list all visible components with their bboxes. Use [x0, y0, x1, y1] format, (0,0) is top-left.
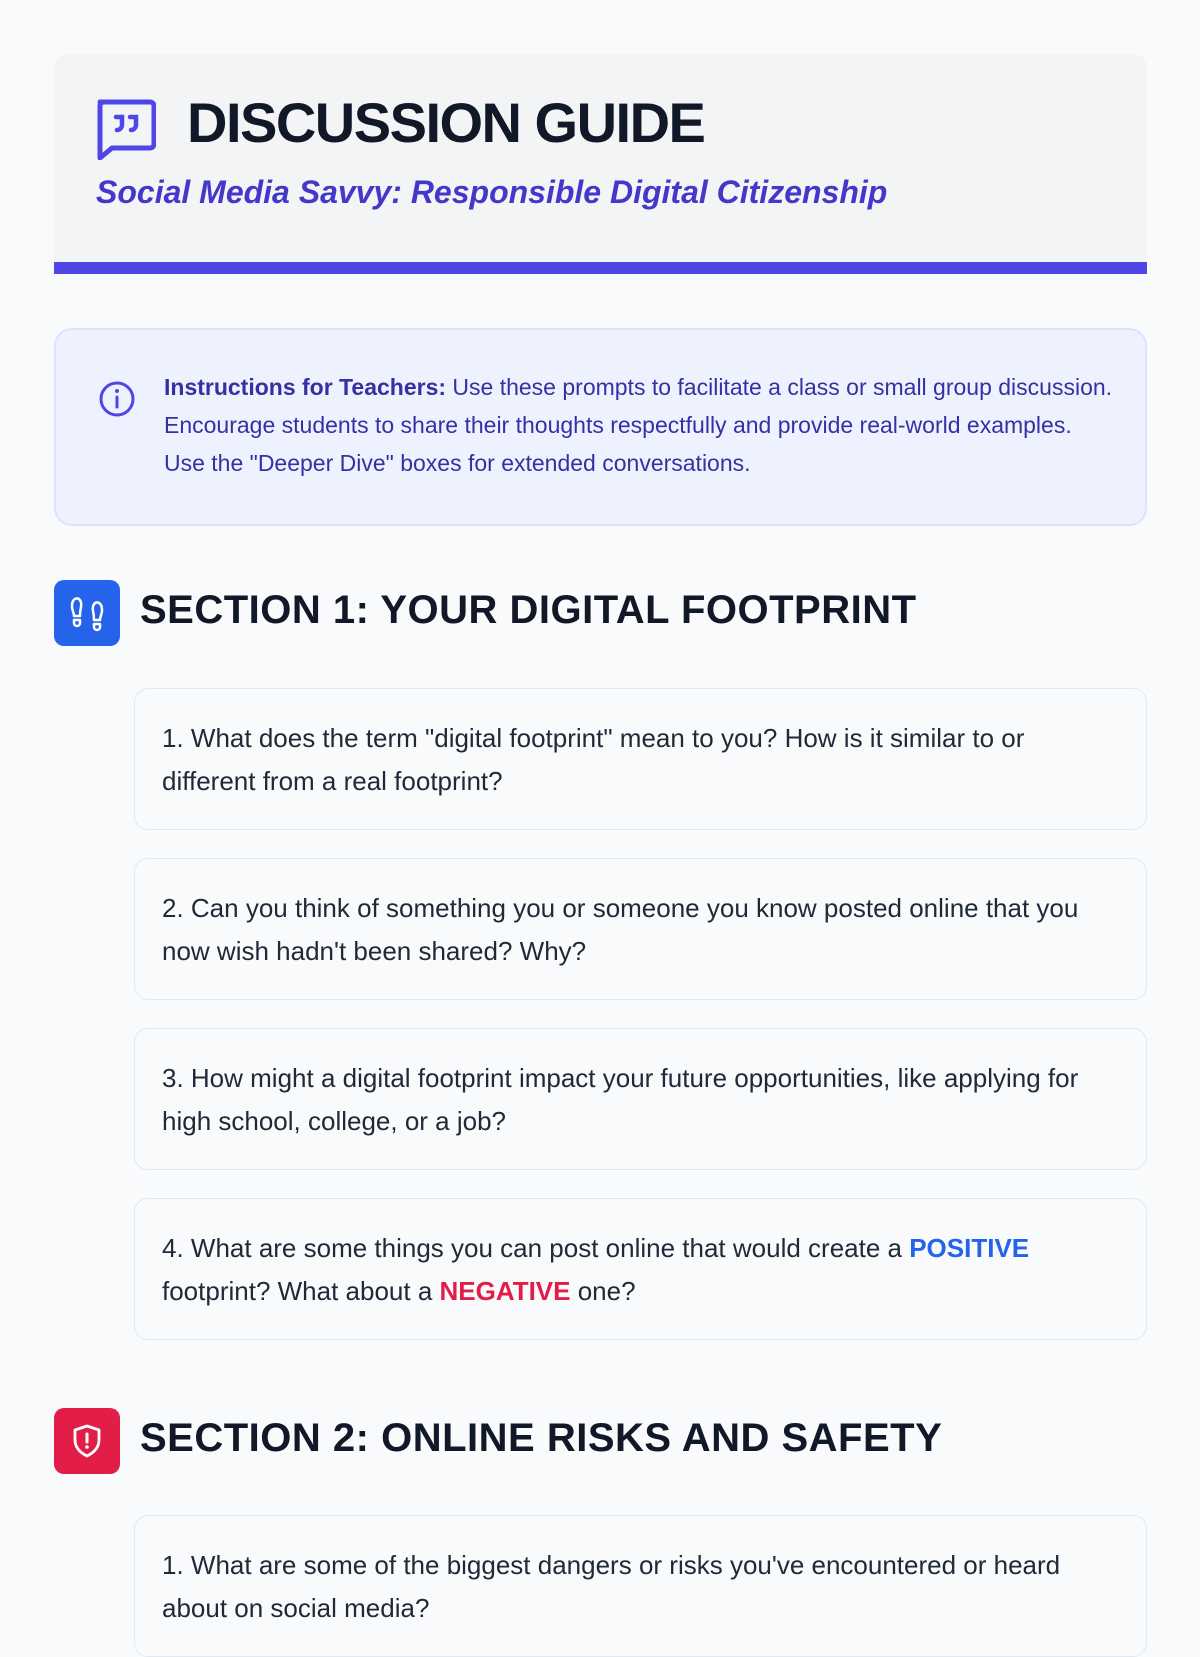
question-text: 1. What are some of the biggest dangers or risks you've encountered or heard about on social media? — [162, 1550, 1061, 1623]
positive-highlight: POSITIVE — [909, 1233, 1030, 1263]
section-2-title: SECTION 2: ONLINE RISKS AND SAFETY — [140, 1416, 943, 1460]
page-title: DISCUSSION GUIDE — [187, 91, 705, 154]
teacher-instructions-box — [54, 328, 1147, 526]
question-text-part: one? — [570, 1276, 636, 1306]
shield-alert-icon — [67, 1421, 107, 1461]
section-2-badge — [54, 1408, 120, 1474]
instructions-text — [164, 368, 1114, 482]
info-icon — [98, 380, 136, 418]
guide-header — [54, 54, 1147, 274]
negative-highlight: NEGATIVE — [439, 1276, 571, 1306]
question-text — [162, 1227, 1122, 1313]
section-1-title: SECTION 1: YOUR DIGITAL FOOTPRINT — [140, 588, 917, 632]
section-1-badge — [54, 580, 120, 646]
quote-chat-icon — [94, 98, 156, 160]
question-text-part: footprint? What about a — [162, 1276, 440, 1306]
section-2-header — [54, 1408, 1147, 1474]
question-text: 3. How might a digital footprint impact your future opportunities, like applying for high school, college, or a job? — [162, 1063, 1079, 1136]
section-1-header — [54, 580, 1147, 646]
question-card — [134, 1028, 1147, 1170]
question-card — [134, 1198, 1147, 1340]
question-card — [134, 1515, 1147, 1657]
question-card — [134, 688, 1147, 830]
instructions-body: Use these prompts to facilitate a class or small group discussion. Encourage students to share their thoughts respectfully and provide real-world examples. Use the "Deeper Dive" boxes for extended conversations. — [164, 374, 1113, 476]
footprints-icon — [67, 593, 107, 633]
instructions-label: Instructions for Teachers: — [164, 374, 447, 400]
question-text-part: 4. What are some things you can post online that would create a — [162, 1233, 910, 1263]
question-text: 1. What does the term "digital footprint" mean to you? How is it similar to or different from a real footprint? — [162, 723, 1025, 796]
page-subtitle: Social Media Savvy: Responsible Digital Citizenship — [96, 174, 888, 210]
question-card — [134, 858, 1147, 1000]
question-text: 2. Can you think of something you or someone you know posted online that you now wish hadn't been shared? Why? — [162, 893, 1079, 966]
